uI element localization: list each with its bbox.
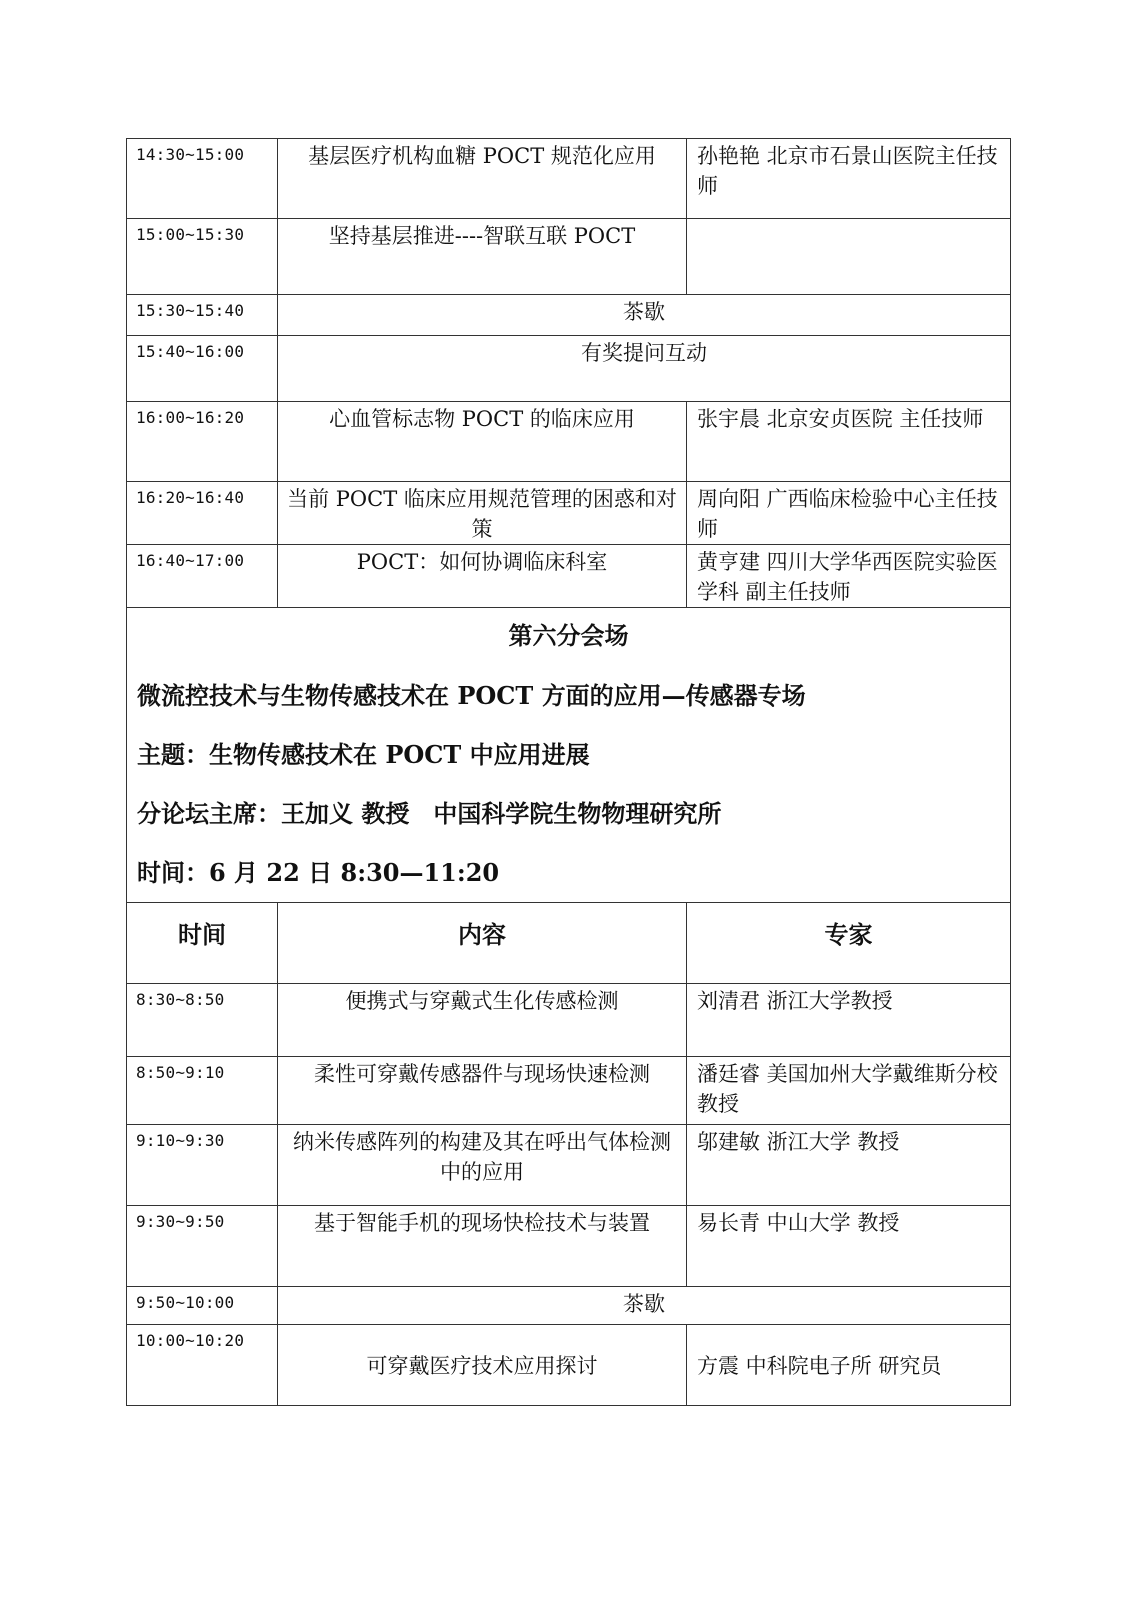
schedule-row xyxy=(127,1125,1011,1206)
time-cell: 16:00~16:20 xyxy=(127,402,278,482)
content-cell: 可穿戴医疗技术应用探讨 xyxy=(278,1325,687,1406)
schedule-row xyxy=(127,545,1011,608)
expert-cell: 张宇晨 北京安贞医院 主任技师 xyxy=(687,402,1011,482)
content-cell: 心血管标志物 POCT 的临床应用 xyxy=(278,402,687,482)
schedule-row xyxy=(127,402,1011,482)
header-content: 内容 xyxy=(278,903,687,984)
time-cell: 9:50~10:00 xyxy=(127,1287,278,1325)
schedule-row xyxy=(127,1206,1011,1287)
schedule-row xyxy=(127,1325,1011,1406)
content-cell: POCT：如何协调临床科室 xyxy=(278,545,687,608)
content-cell: 便携式与穿戴式生化传感检测 xyxy=(278,984,687,1057)
session-subtitle: 微流控技术与生物传感技术在 POCT 方面的应用—传感器专场 xyxy=(137,681,806,710)
time-cell: 15:00~15:30 xyxy=(127,219,278,295)
content-cell: 基层医疗机构血糖 POCT 规范化应用 xyxy=(278,139,687,219)
time-cell: 8:50~9:10 xyxy=(127,1057,278,1125)
break-cell: 茶歇 xyxy=(278,295,1011,336)
break-cell: 茶歇 xyxy=(278,1287,1011,1325)
session-chair: 分论坛主席：王加义 教授 中国科学院生物物理研究所 xyxy=(137,799,722,828)
expert-cell: 易长青 中山大学 教授 xyxy=(687,1206,1011,1287)
expert-cell: 刘清君 浙江大学教授 xyxy=(687,984,1011,1057)
time-cell: 9:10~9:30 xyxy=(127,1125,278,1206)
time-cell: 10:00~10:20 xyxy=(127,1325,278,1406)
session-header xyxy=(127,608,1011,903)
schedule-row xyxy=(127,139,1011,219)
schedule-row xyxy=(127,1057,1011,1125)
time-cell: 14:30~15:00 xyxy=(127,139,278,219)
content-cell: 基于智能手机的现场快检技术与装置 xyxy=(278,1206,687,1287)
expert-cell: 方震 中科院电子所 研究员 xyxy=(687,1325,1011,1406)
session-theme: 主题：生物传感技术在 POCT 中应用进展 xyxy=(137,740,590,769)
expert-cell: 邬建敏 浙江大学 教授 xyxy=(687,1125,1011,1206)
content-cell: 坚持基层推进----智联互联 POCT xyxy=(278,219,687,295)
header-time: 时间 xyxy=(127,903,278,984)
expert-cell: 黄亨建 四川大学华西医院实验医学科 副主任技师 xyxy=(687,545,1011,608)
column-header-row xyxy=(127,903,1011,984)
expert-cell: 潘廷睿 美国加州大学戴维斯分校 教授 xyxy=(687,1057,1011,1125)
session-title: 第六分会场 xyxy=(508,621,629,650)
time-cell: 15:40~16:00 xyxy=(127,336,278,402)
expert-cell: 孙艳艳 北京市石景山医院主任技师 xyxy=(687,139,1011,219)
schedule-row xyxy=(127,219,1011,295)
schedule-row xyxy=(127,295,1011,336)
header-expert: 专家 xyxy=(687,903,1011,984)
time-cell: 9:30~9:50 xyxy=(127,1206,278,1287)
time-cell: 16:20~16:40 xyxy=(127,482,278,545)
content-cell: 柔性可穿戴传感器件与现场快速检测 xyxy=(278,1057,687,1125)
time-cell: 8:30~8:50 xyxy=(127,984,278,1057)
time-cell: 16:40~17:00 xyxy=(127,545,278,608)
expert-cell xyxy=(687,219,1011,295)
schedule-row xyxy=(127,984,1011,1057)
content-cell: 当前 POCT 临床应用规范管理的困惑和对策 xyxy=(278,482,687,545)
session-header-row xyxy=(127,608,1011,903)
schedule-table xyxy=(126,138,1011,1406)
schedule-row xyxy=(127,1287,1011,1325)
time-cell: 15:30~15:40 xyxy=(127,295,278,336)
session-time: 时间：6 月 22 日 8:30—11:20 xyxy=(137,858,500,887)
interaction-cell: 有奖提问互动 xyxy=(278,336,1011,402)
expert-cell: 周向阳 广西临床检验中心主任技师 xyxy=(687,482,1011,545)
schedule-row xyxy=(127,336,1011,402)
content-cell: 纳米传感阵列的构建及其在呼出气体检测中的应用 xyxy=(278,1125,687,1206)
schedule-row xyxy=(127,482,1011,545)
